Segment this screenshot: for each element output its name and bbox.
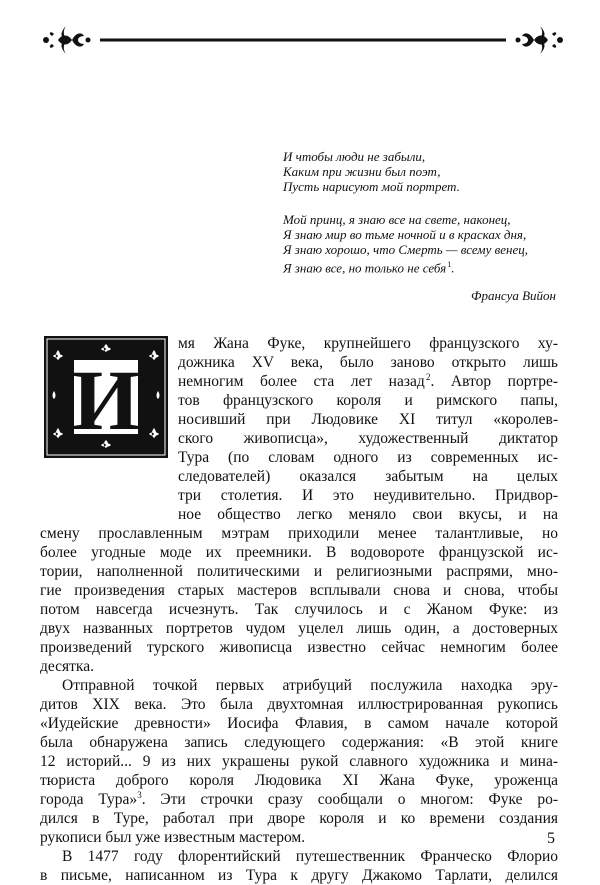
footnote-marker: 3: [137, 789, 142, 800]
verse-line: Я знаю хорошо, что Смерть — всему венец,: [283, 242, 528, 257]
paragraph-2: [40, 676, 558, 847]
verse-line: Пусть нарисуют мой портрет.: [283, 179, 460, 194]
epigraph-stanza-2: [283, 212, 583, 275]
text-line: в письме, написанном из Тура к другу Джакомо Тарлати, делился: [40, 867, 558, 884]
text-line: гие произведения старых мастеров всплывали снова и снова, чтобы: [40, 582, 558, 599]
text-line: следователей) оказался забытым на целых: [178, 468, 558, 485]
verse-line: Я знаю все, но только не себя: [283, 260, 447, 276]
paragraph-1-continued: [40, 505, 558, 676]
drop-cap-letter: И: [72, 352, 140, 448]
text-line: десятка.: [40, 658, 94, 675]
text-line: произведений турского живописца известно сейчас немногим более: [40, 639, 558, 656]
text-line: три столетия. И это неудивительно. Придвор-: [178, 487, 558, 504]
verse-line: Каким при жизни был поэт,: [283, 164, 441, 179]
text-line: рукописи был уже известным мастером.: [40, 829, 306, 846]
text-line: ского живописца», художественный диктатор: [178, 430, 558, 447]
verse-line-with-footnote: Я знаю все, но только не себя $^1$.: [283, 260, 455, 276]
text-line: дился в Туре, работал при дворе короля и ко времени создания: [40, 810, 558, 827]
text-line: дожника XV века, было заново открыто лишь: [178, 354, 558, 371]
text-segment: города Тура»: [40, 791, 138, 808]
text-line: Отправной точкой первых атрибуций послужила находка эру-: [62, 677, 558, 694]
epigraph-stanza-1: [283, 149, 583, 194]
text-line: смену прославленным мэтрам приходили менее талантливые, но: [40, 525, 558, 542]
text-line: 12 историй... 9 из них украшены рукой славного художника и мина-: [40, 753, 558, 770]
text-line: В 1477 году флорентийский путешественник Франческо Флорио: [62, 848, 558, 865]
body-text: [40, 334, 558, 885]
verse-line: Я знаю мир во тьме ночной и в красках дня,: [283, 227, 527, 242]
text-line: дитов XIX века. Это была двухтомная иллюстрированная рукопись: [40, 696, 558, 713]
fleur-de-lis-left-icon: [43, 26, 91, 54]
text-line-with-footnote: [40, 372, 558, 391]
paragraph-3: [40, 847, 558, 885]
text-segment: . Эти строчки сразу сообщали о многом: Фуке ро-: [141, 791, 558, 808]
epigraph: [283, 149, 583, 293]
text-line: более угодные моде их преемники. В водовороте французской ис-: [40, 544, 558, 561]
header-rule: [100, 39, 506, 42]
footnote-marker: 1: [447, 260, 452, 269]
text-line-with-footnote: [40, 790, 558, 809]
text-line: Тура (по словам одного из современных ис-: [178, 449, 558, 466]
text-line: потом навсегда исчезнуть. Так случилось и с Жаном Фуке: из: [40, 601, 558, 618]
text-line: двух названных портретов чудом уцелел лишь один, а достоверных: [40, 620, 558, 637]
text-line: носивший при Людовике XI титул «королев-: [178, 411, 558, 428]
text-line: ное общество легко меняло свои вкусы, и на: [178, 506, 558, 523]
verse-line: И чтобы люди не забыли,: [283, 149, 426, 164]
text-segment: . Автор портре-: [430, 373, 558, 390]
footnote-marker: 2: [426, 371, 431, 382]
epigraph-attribution: Франсуа Вийон: [471, 288, 556, 303]
verse-line: Мой принц, я знаю все на свете, наконец,: [283, 212, 511, 227]
text-line: мя Жана Фуке, крупнейшего французского ху-: [178, 335, 558, 352]
text-line: тюриста доброго короля Людовика XI Жана Фуке, уроженца: [40, 772, 558, 789]
fleur-de-lis-right-icon: [516, 26, 564, 54]
text-line: тории, наполненной политическими и религиозными распрями, мно-: [40, 563, 558, 580]
text-line: была обнаружена запись следующего содержания: «В этой книге: [40, 734, 558, 751]
text-segment: немногим более ста лет назад: [178, 373, 425, 390]
paragraph-1-indented: [40, 334, 558, 505]
text-line: тов французского короля и римского папы,: [178, 392, 558, 409]
header-ornament: [38, 20, 568, 60]
page-number: 5: [547, 830, 555, 847]
text-line: «Иудейские древности» Иосифа Флавия, в самом начале которой: [40, 715, 558, 732]
